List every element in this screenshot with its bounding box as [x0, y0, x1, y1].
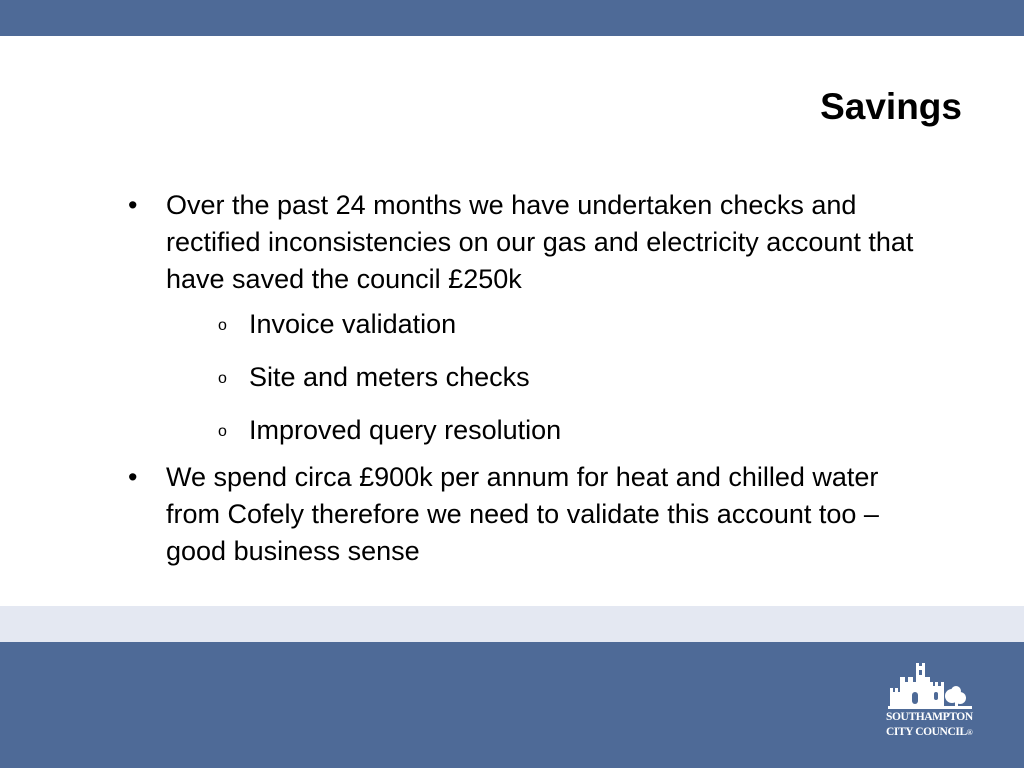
sub-bullet-item	[166, 305, 928, 344]
bullet-dot-icon: •	[128, 190, 138, 220]
footer-light-band	[0, 606, 1024, 642]
sub-bullet-text: Site and meters checks	[249, 362, 530, 392]
circle-bullet-icon: o	[218, 317, 227, 334]
circle-bullet-icon: o	[218, 370, 227, 387]
bullet-item	[128, 187, 928, 450]
bullet-text: We spend circa £900k per annum for heat and chilled water from Cofely therefore we need to validate this account too – good business sense	[166, 462, 879, 566]
registered-mark: ®	[966, 728, 973, 737]
sub-bullet-text: Improved query resolution	[249, 415, 562, 445]
circle-bullet-icon: o	[218, 423, 227, 440]
council-logo-text	[886, 710, 982, 740]
sub-bullet-text: Invoice validation	[249, 309, 457, 339]
bullet-item	[128, 459, 928, 570]
sub-bullet-list	[166, 305, 928, 450]
bullet-dot-icon: •	[128, 462, 138, 492]
footer-bar	[0, 642, 1024, 768]
bullet-list	[128, 187, 928, 570]
top-header-bar	[0, 0, 1024, 36]
slide-title: Savings	[820, 86, 962, 127]
sub-bullet-item	[166, 411, 928, 450]
sub-bullet-item	[166, 358, 928, 397]
logo-line-2-text: CITY COUNCIL	[886, 726, 967, 738]
bullet-text: Over the past 24 months we have undertaken checks and rectified inconsistencies on our gas and electricity account that have saved the council £250k	[166, 190, 914, 294]
logo-line-2	[886, 725, 982, 740]
logo-line-1: SOUTHAMPTON	[886, 711, 973, 723]
